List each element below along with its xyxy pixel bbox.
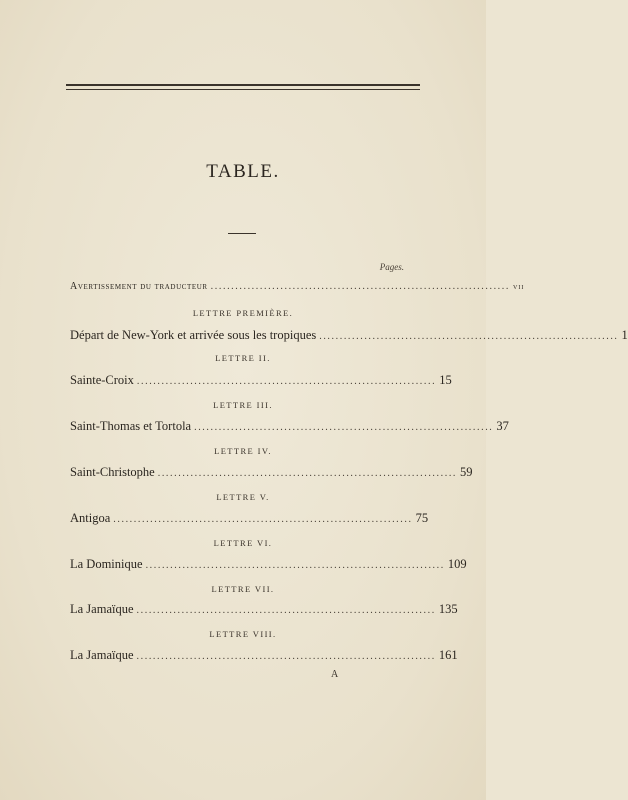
- toc-entry: [70, 648, 458, 663]
- leader-dots: .........................................................................: [136, 605, 436, 616]
- toc-entry-page: vii: [512, 281, 525, 291]
- toc-entry-label: Sainte-Croix: [70, 373, 134, 387]
- pages-column-label: Pages.: [379, 262, 404, 272]
- leader-dots: .........................................................................: [136, 651, 436, 662]
- leader-dots: .........................................................................: [136, 376, 437, 387]
- toc-entry-page: 75: [415, 511, 429, 525]
- leader-dots: .........................................................................: [194, 422, 494, 433]
- toc-entry: [70, 373, 452, 388]
- toc-entry-page: 161: [438, 648, 458, 662]
- letter-heading: LETTRE VI.: [213, 538, 273, 548]
- toc-entry: [70, 511, 429, 526]
- leader-dots: .........................................................................: [113, 514, 413, 525]
- toc-entry-label: La Dominique: [70, 557, 143, 571]
- toc-entry-label: Saint-Thomas et Tortola: [70, 419, 192, 433]
- toc-entry: [70, 602, 458, 617]
- letter-heading: LETTRE IV.: [214, 446, 272, 456]
- toc-entry-page: 15: [439, 373, 452, 387]
- toc-entry-label: Avertissement du traducteur: [70, 281, 208, 292]
- letter-heading: LETTRE VIII.: [209, 629, 277, 639]
- toc-entry: [70, 465, 473, 480]
- toc-entry: [70, 419, 509, 434]
- toc-entry-label: La Jamaïque: [70, 648, 134, 662]
- title-divider: [228, 233, 256, 234]
- toc-entry-label: Saint-Christophe: [70, 465, 155, 479]
- toc-entry-label: Départ de New-York et arrivée sous les tropiques: [70, 328, 317, 342]
- leader-dots: .........................................................................: [157, 468, 458, 479]
- leader-dots: .........................................................................: [145, 560, 445, 571]
- toc-entry-avertissement: [70, 281, 525, 292]
- top-rule: [66, 84, 420, 86]
- leader-dots: .........................................................................: [319, 331, 619, 342]
- toc-entry-page: 59: [460, 465, 473, 479]
- letter-heading: LETTRE V.: [216, 492, 270, 502]
- top-rule-thin: [66, 89, 420, 90]
- toc-entry-page: 37: [496, 419, 509, 433]
- letter-heading: LETTRE VII.: [211, 584, 275, 594]
- letter-heading: LETTRE II.: [215, 353, 271, 363]
- letter-heading: LETTRE III.: [213, 400, 273, 410]
- toc-entry-page: 135: [438, 602, 458, 616]
- toc-entry-page: 109: [447, 557, 467, 571]
- toc-entry-label: Antigoa: [70, 511, 111, 525]
- toc-entry-label: La Jamaïque: [70, 602, 134, 616]
- letter-heading: LETTRE PREMIÈRE.: [192, 308, 294, 318]
- toc-entry: [70, 557, 467, 572]
- page-title: TABLE.: [206, 161, 280, 182]
- toc-entry-page: 1: [621, 328, 628, 342]
- toc-entry: [70, 328, 628, 343]
- leader-dots: .........................................................................: [210, 281, 510, 292]
- signature-mark: A: [331, 669, 339, 680]
